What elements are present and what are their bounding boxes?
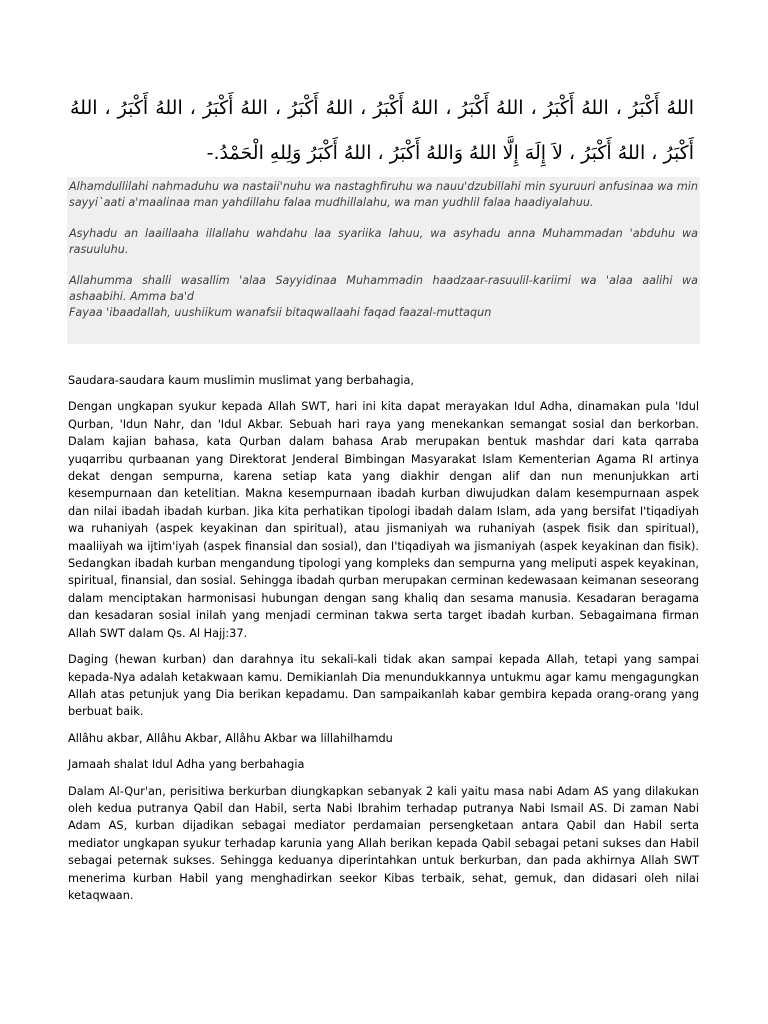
- prayer-hamdalah: Alhamdullilahi nahmaduhu wa nastaii'nuhu wa nastaghfiruhu wa nauu'dzubillahi min syuruuri anfusinaa wa min sayyi`aati a'maalinaa man yahdillahu falaa mudhillalahu, wa man yudhlil falaa haadiyalahuu.: [69, 180, 698, 210]
- paragraph-qurban-meaning: Dengan ungkapan syukur kepada Allah SWT, hari ini kita dapat merayakan Idul Adha, dinamakan pula 'Idul Qurban, 'Idun Nahr, dan 'Idul Akbar. Sebuah hari raya yang menekankan semangat sosial dan berkorban. Dalam kajian bahasa, kata Qurban dalam bahasa Arab merupakan bentuk mashdar dari kata qarraba yuqarribu qurbaanan yang Direktorat Jenderal Bimbingan Masyarakat Islam Kementerian Agama RI artinya dekat dengan sempurna, karena setiap kata yang diakhir dengan alif dan nun menunjukkan arti kesempurnaan dan ketelitian. Makna kesempurnaan ibadah kurban diwujudkan dalam kesempurnaan aspek dan nilai ibadah ibadah kurban. Jika kita perhatikan tipologi ibadah dalam Islam, ada yang bersifat I'tiqadiyah wa ruhaniyah (aspek keyakinan dan spiritual), atau jismaniyah wa ruhaniyah (aspek fisik dan spiritual), maaliiyah wa ijtim'iyah (aspek finansial dan sosial), dan I'tiqadiyah wa jismaniyah (aspek keyakinan dan fisik). Sedangkan ibadah kurban mengandung tipologi yang kompleks dan sempurna yang meliputi aspek keyakinan, spiritual, finansial, dan sosial. Sehingga ibadah qurban merupakan cerminan kedewasaan keimanan seseorang dalam menciptakan harmonisasi hubungan dengan sang khaliq dan sesama manusia. Kesadaran beragama dan kesadaran sosial inilah yang menjadi cerminan takwa serta target ibadah kurban. Sebagaimana firman Allah SWT dalam Qs. Al Hajj:37.: [68, 400, 699, 640]
- sermon-body: [68, 372, 699, 913]
- prayer-taqwa: Fayaa 'ibaadallah, uushiikum wanafsii bitaqwallaahi faqad faazal-muttaqun: [69, 306, 492, 320]
- arabic-takbir: اللهُ أَكْبَرُ ، اللهُ أَكْبَرُ ، اللهُ أَكْبَرُ ، اللهُ أَكْبَرُ ، اللهُ أَكْبَرُ ، اللهُ أَكْبَرُ ، اللهُ أَكْبَرُ ، اللهُ أَكْبَرُ ، اللهُ أَكْبَرُ ، لاَ إِلَهَ إِلَّا اللهُ وَاللهُ أَكْبَرُ ، اللهُ أَكْبَرُ وَلِلهِ الْحَمْدُ.-: [70, 97, 694, 164]
- prayer-shalawat: Allahumma shalli wasallim 'alaa Sayyidinaa Muhammadin haadzaar-rasuulil-kariimi wa 'alaa aalihi wa ashaabihi. Amma ba'd: [69, 273, 698, 304]
- paragraph-verse-translation: Daging (hewan kurban) dan darahnya itu sekali-kali tidak akan sampai kepada Allah, tetapi yang sampai kepada-Nya adalah ketakwaan kamu. Demikianlah Dia menundukkannya untukmu agar kamu mengagungkan Allah atas petunjuk yang Dia berikan kepadamu. Dan sampaikanlah kabar gembira kepada orang-orang yang berbuat baik.: [68, 653, 699, 719]
- prayer-syahadat: Asyhadu an laaillaaha illallahu wahdahu laa syariika lahuu, wa asyhadu anna Muhammadan 'abduhu wa rasuuluhu.: [69, 226, 698, 257]
- opening-prayer-box: [67, 177, 700, 344]
- takbir-latin: Allâhu akbar, Allâhu Akbar, Allâhu Akbar wa lillahilhamdu: [68, 731, 393, 745]
- congregation-greeting: Jamaah shalat Idul Adha yang berbahagia: [68, 758, 305, 772]
- greeting: Saudara-saudara kaum muslimin muslimat yang berbahagia,: [68, 374, 415, 387]
- paragraph-quran-history: Dalam Al-Qur'an, perisitiwa berkurban diungkapkan sebanyak 2 kali yaitu masa nabi Adam AS yang dilakukan oleh kedua putranya Qabil dan Habil, serta Nabi Ibrahim terhadap putranya Nabi Ismail AS. Di zaman Nabi Adam AS, kurban dijadikan sebagai mediator perdamaian persengketaan antara Qabil dan Habil serta mediator ungkapan syukur terhadap karunia yang Allah berikan kepada Qabil sebagai petani sukses dan Habil sebagai peternak sukses. Sehingga keduanya diperintahkan untuk berkurban, dan pada akhirnya Allah SWT menerima kurban Habil yang menghadirkan seekor Kibas terbaik, sehat, gemuk, dan didasari oleh nilai ketaqwaan.: [68, 784, 699, 902]
